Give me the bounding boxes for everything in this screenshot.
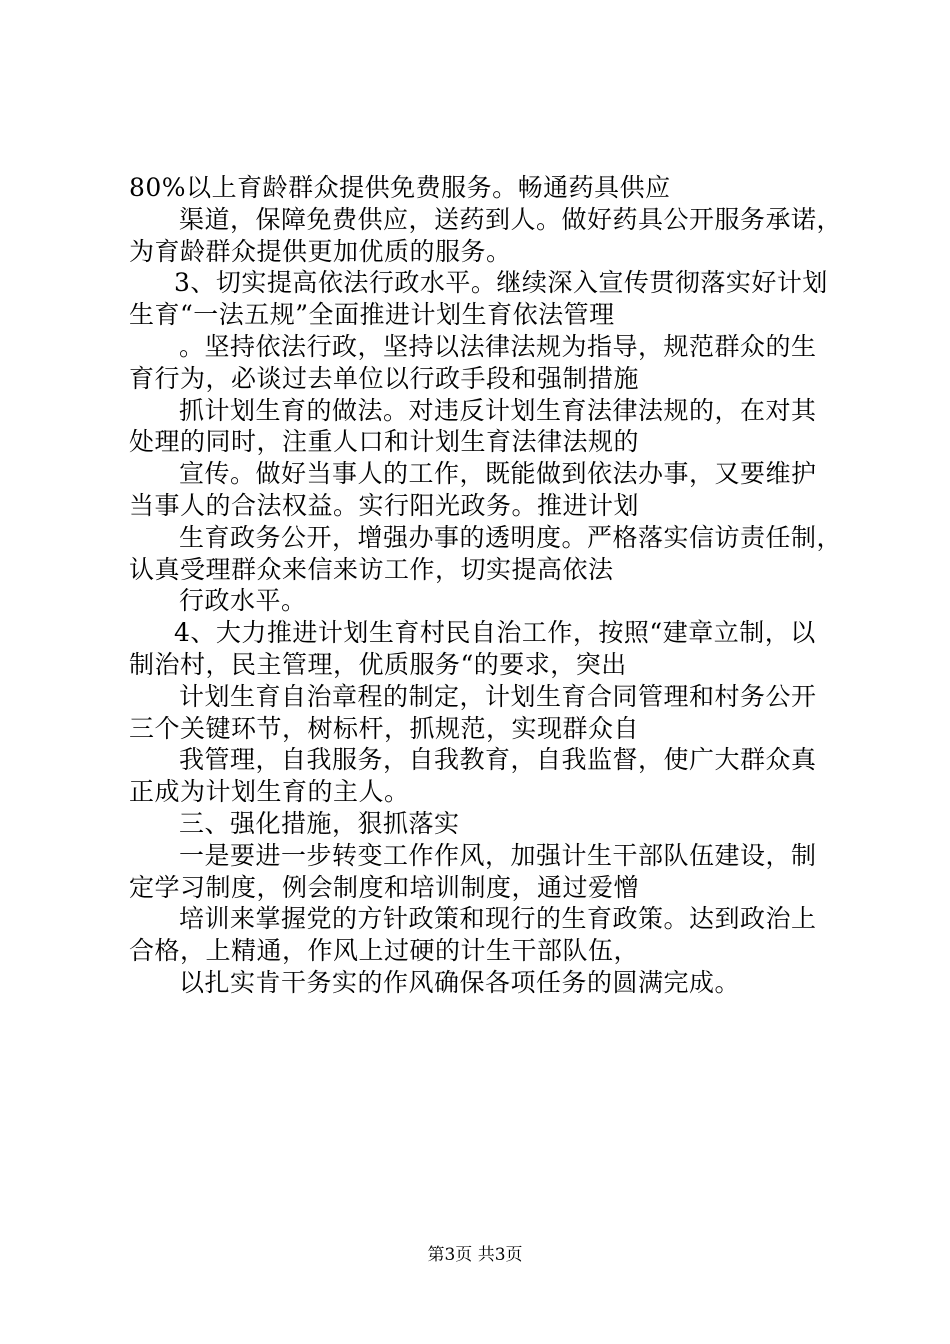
text-line: 定学习制度，例会制度和培训制度，通过爱憎	[129, 872, 640, 902]
text-line: 渠道，保障免费供应，送药到人。做好药具公开服务承诺，	[179, 204, 843, 234]
text-line: 以扎实肯干务实的作风确保各项任务的圆满完成。	[179, 967, 741, 997]
text-line: 。坚持依法行政，坚持以法律法规为指导，规范群众的生	[179, 331, 817, 361]
text-line: 一是要进一步转变工作作风，加强计生干部队伍建设，制	[179, 840, 817, 870]
document-body	[129, 172, 849, 999]
text-line: 我管理，自我服务，自我教育，自我监督，使广大群众真	[179, 745, 817, 775]
text-line: 4、大力推进计划生育村民自治工作，按照“建章立制，以	[174, 618, 816, 648]
text-line: 培训来掌握党的方针政策和现行的生育政策。达到政治上	[179, 904, 817, 934]
text-line: 3、切实提高依法行政水平。继续深入宣传贯彻落实好计划	[174, 268, 828, 298]
text-line: 正成为计划生育的主人。	[129, 777, 410, 807]
section-heading: 三、强化措施，狠抓落实	[179, 808, 460, 838]
text-line: 为育龄群众提供更加优质的服务。	[129, 236, 512, 266]
text-line: 三个关键环节，树标杆，抓规范，实现群众自	[129, 713, 640, 743]
text-line: 生育政务公开，增强办事的透明度。严格落实信访责任制，	[179, 522, 843, 552]
text-line: 认真受理群众来信来访工作，切实提高依法	[129, 554, 614, 584]
text-line: 制治村，民主管理，优质服务“的要求，突出	[129, 649, 627, 679]
text-line: 处理的同时，注重人口和计划生育法律法规的	[129, 427, 640, 457]
text-line: 行政水平。	[179, 586, 307, 616]
text-line: 抓计划生育的做法。对违反计划生育法律法规的，在对其	[179, 395, 817, 425]
text-line: 生育“一法五规”全面推进计划生育依法管理	[129, 300, 615, 330]
text-line: 宣传。做好当事人的工作，既能做到依法办事，又要维护	[179, 459, 817, 489]
page-number: 第3页 共3页	[427, 1245, 523, 1265]
text-line: 育行为，必谈过去单位以行政手段和强制措施	[129, 363, 640, 393]
text-line: 合格，上精通，作风上过硬的计生干部队伍，	[129, 936, 640, 966]
text-line: 计划生育自治章程的制定，计划生育合同管理和村务公开	[179, 681, 817, 711]
text-line: 80%以上育龄群众提供免费服务。畅通药具供应	[129, 173, 671, 202]
text-line: 当事人的合法权益。实行阳光政务。推进计划	[129, 490, 640, 520]
